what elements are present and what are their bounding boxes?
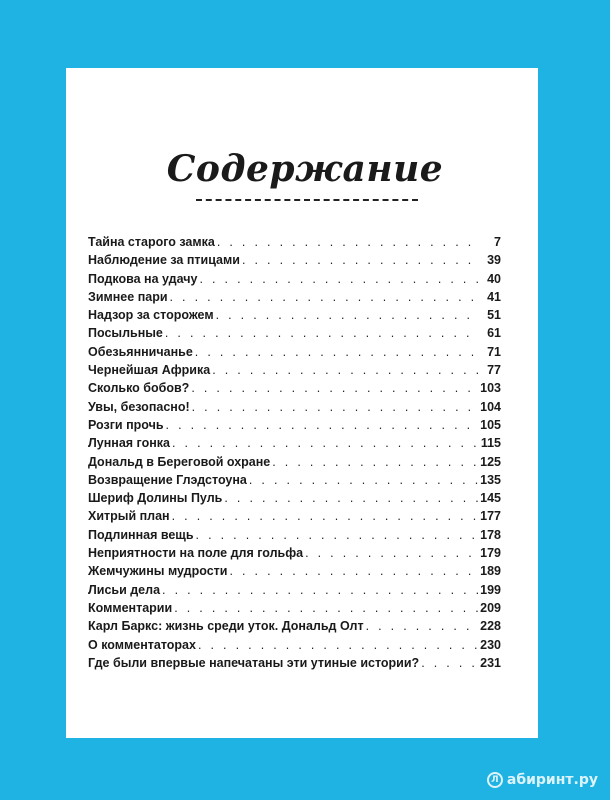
- toc-entry-page: 231: [480, 655, 501, 670]
- toc-entry: [88, 455, 501, 473]
- toc-entry: [88, 308, 501, 326]
- toc-entry: [88, 272, 501, 290]
- toc-entry-title: Надзор за сторожем: [88, 308, 214, 323]
- toc-entry-page: 199: [480, 582, 501, 597]
- toc-entry-page: 41: [487, 289, 501, 304]
- toc-entry: [88, 381, 501, 399]
- toc-entry-title: Шериф Долины Пуль: [88, 491, 223, 506]
- toc-entry-page: 39: [487, 253, 501, 268]
- toc-entry-page: 40: [487, 271, 501, 286]
- toc-entry: [88, 235, 501, 253]
- toc-entry-page: 115: [480, 436, 501, 451]
- toc-leader-dots: [272, 455, 478, 469]
- toc-leader-dots: [162, 583, 478, 597]
- toc-entry: [88, 564, 501, 582]
- toc-leader-dots: [192, 400, 479, 414]
- toc-entry: [88, 583, 501, 601]
- toc-entry-title: Возвращение Глэдстоуна: [88, 472, 247, 487]
- toc-entry: [88, 619, 501, 637]
- toc-entry-page: 230: [480, 637, 501, 652]
- toc-entry-title: Карл Баркс: жизнь среди уток. Дональд Олт: [88, 619, 364, 634]
- watermark-logo: [487, 772, 598, 788]
- toc-entry-title: Обезьянничанье: [88, 344, 193, 359]
- toc-leader-dots: [216, 308, 479, 322]
- toc-leader-dots: [217, 235, 479, 249]
- toc-entry-page: 103: [480, 381, 501, 396]
- toc-leader-dots: [170, 290, 479, 304]
- toc-entry-page: 228: [480, 619, 501, 634]
- toc-entry-page: 135: [480, 472, 501, 487]
- toc-entry-title: Розги прочь: [88, 417, 164, 432]
- toc-entry-title: Подлинная вещь: [88, 527, 194, 542]
- toc-leader-dots: [199, 272, 479, 286]
- toc-leader-dots: [212, 363, 479, 377]
- toc-entry-title: Чернейшая Африка: [88, 363, 211, 378]
- toc-entry-title: Тайна старого замка: [88, 235, 215, 249]
- watermark-badge: Л: [487, 772, 503, 788]
- toc-entry-title: Жемчужины мудрости: [88, 564, 228, 579]
- toc-entry-page: 7: [494, 235, 501, 249]
- toc-entry: [88, 473, 501, 491]
- toc-entry-title: О комментаторах: [88, 637, 196, 652]
- toc-entry-title: Дональд в Береговой охране: [88, 454, 271, 469]
- toc-entry-page: 125: [480, 454, 501, 469]
- toc-leader-dots: [224, 491, 478, 505]
- toc-entry-page: 209: [480, 600, 501, 615]
- toc-entry: [88, 546, 501, 564]
- table-of-contents: [88, 235, 501, 674]
- toc-leader-dots: [191, 381, 478, 395]
- toc-leader-dots: [366, 619, 479, 633]
- toc-entry-page: 179: [480, 546, 501, 561]
- toc-entry: [88, 601, 501, 619]
- title-divider: [196, 199, 418, 201]
- toc-entry-page: 51: [487, 308, 501, 323]
- toc-entry-page: 104: [480, 399, 501, 414]
- toc-entry-page: 189: [480, 564, 501, 579]
- toc-entry: [88, 290, 501, 308]
- toc-entry-title: Лисьи дела: [88, 582, 161, 597]
- toc-leader-dots: [242, 253, 479, 267]
- toc-entry-title: Подкова на удачу: [88, 271, 198, 286]
- toc-entry-page: 61: [487, 326, 501, 341]
- toc-entry-page: 178: [480, 527, 501, 542]
- toc-entry-title: Хитрый план: [88, 509, 170, 524]
- toc-entry: [88, 418, 501, 436]
- toc-entry-title: Лунная гонка: [88, 436, 170, 451]
- toc-entry: [88, 253, 501, 271]
- toc-entry-page: 177: [480, 509, 501, 524]
- toc-entry-title: Комментарии: [88, 600, 173, 615]
- toc-entry-title: Увы, безопасно!: [88, 399, 190, 414]
- toc-entry: [88, 326, 501, 344]
- toc-leader-dots: [165, 326, 479, 340]
- toc-leader-dots: [421, 656, 478, 670]
- toc-entry-title: Посыльные: [88, 326, 163, 341]
- toc-entry: [88, 363, 501, 381]
- toc-entry-page: 77: [487, 363, 501, 378]
- toc-leader-dots: [249, 473, 478, 487]
- toc-leader-dots: [229, 564, 478, 578]
- toc-leader-dots: [172, 436, 479, 450]
- toc-leader-dots: [195, 345, 479, 359]
- toc-entry: [88, 528, 501, 546]
- toc-leader-dots: [198, 638, 478, 652]
- toc-entry-page: 71: [487, 344, 501, 359]
- toc-entry: [88, 638, 501, 656]
- toc-entry-title: Сколько бобов?: [88, 381, 190, 396]
- toc-entry-page: 145: [480, 491, 501, 506]
- toc-leader-dots: [305, 546, 478, 560]
- toc-leader-dots: [166, 418, 479, 432]
- toc-entry-title: Наблюдение за птицами: [88, 253, 240, 268]
- toc-entry: [88, 436, 501, 454]
- watermark-text: абиринт.ру: [506, 772, 598, 788]
- toc-leader-dots: [174, 601, 478, 615]
- toc-entry-title: Где были впервые напечатаны эти утиные истории?: [88, 655, 420, 670]
- toc-entry: [88, 345, 501, 363]
- toc-entry-page: 105: [480, 417, 501, 432]
- toc-entry: [88, 656, 501, 674]
- toc-entry: [88, 509, 501, 527]
- toc-entry: [88, 400, 501, 418]
- toc-leader-dots: [172, 509, 479, 523]
- toc-leader-dots: [196, 528, 479, 542]
- toc-entry-title: Неприятности на поле для гольфа: [88, 546, 304, 561]
- toc-entry: [88, 491, 501, 509]
- page-title: Содержание: [166, 148, 444, 190]
- toc-entry-title: Зимнее пари: [88, 289, 168, 304]
